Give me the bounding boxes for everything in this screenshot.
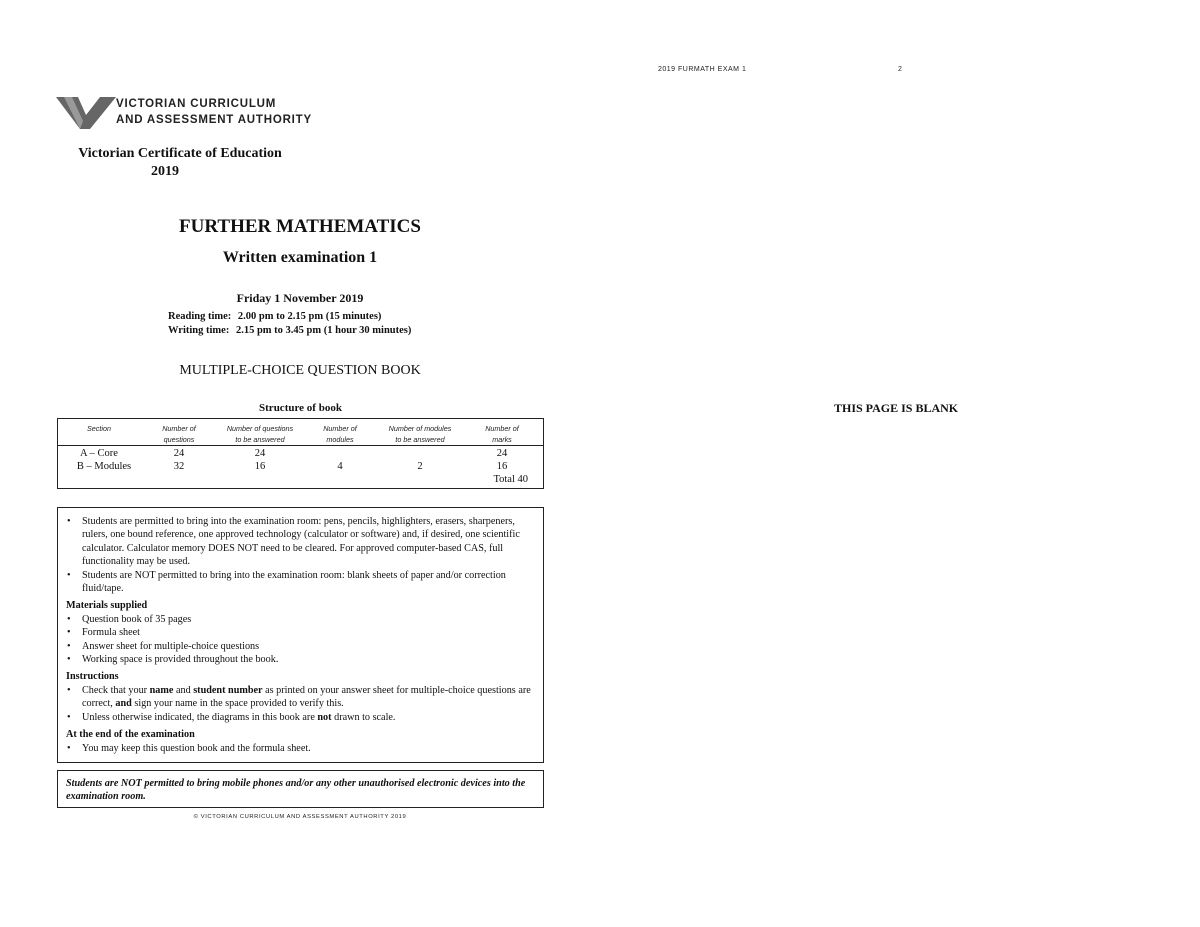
list-item: • Working space is provided throughout the book.: [67, 654, 279, 666]
book-type: MULTIPLE-CHOICE QUESTION BOOK: [179, 363, 421, 378]
list-item: • Question book of 35 pages: [67, 613, 192, 625]
table-cell: A – Core: [80, 448, 118, 459]
table-cell: 24: [496, 448, 508, 459]
table-header: Number of questions to be answered: [226, 424, 294, 444]
list-item: • Answer sheet for multiple-choice questions: [67, 640, 260, 652]
paper-title: Written examination 1: [222, 249, 378, 266]
structure-table: [57, 418, 544, 489]
instructions-heading: Instructions: [66, 671, 119, 683]
end-heading: At the end of the examination: [66, 729, 195, 741]
reading-time: [168, 311, 381, 322]
list-item: • You may keep this question book and the formula sheet.: [67, 742, 311, 754]
writing-time-label: Writing time:: [168, 325, 230, 336]
subject-title: FURTHER MATHEMATICS: [179, 216, 421, 237]
reading-time-label: Reading time:: [168, 311, 232, 322]
logo-line-1: VICTORIAN CURRICULUM: [116, 98, 277, 110]
table-header: Section: [87, 424, 111, 433]
table-cell: 24: [254, 448, 266, 459]
instructions-box: [57, 507, 544, 763]
list-item: • Check that your name and student number as printed on your answer sheet for multiple-choice questions are correct, and sign your name in the space provided to verify this.: [67, 684, 531, 710]
writing-time: [168, 325, 411, 336]
logo-line-2: AND ASSESSMENT AUTHORITY: [116, 114, 312, 126]
running-header: 2019 FURMATH EXAM 1: [658, 66, 747, 73]
certificate-title: Victorian Certificate of Education: [78, 146, 282, 161]
vcaa-tick-icon: [56, 95, 116, 131]
table-cell: 16: [496, 461, 508, 472]
table-cell: 32: [173, 461, 185, 472]
vcaa-logo: [56, 95, 312, 131]
blank-page-note: THIS PAGE IS BLANK: [834, 401, 959, 415]
table-cell: 16: [254, 461, 266, 472]
list-item: • Students are NOT permitted to bring into the examination room: blank sheets of paper and/or correction fluid/tape.: [67, 569, 506, 595]
permitted-list: [66, 515, 536, 595]
table-cell: 24: [173, 448, 185, 459]
reading-time-value: 2.00 pm to 2.15 pm (15 minutes): [237, 311, 382, 322]
structure-title: Structure of book: [259, 402, 342, 414]
table-cell: 2: [417, 461, 423, 472]
materials-list: [66, 613, 536, 667]
list-item: • Students are permitted to bring into the examination room: pens, pencils, highlighters, erasers, sharpeners, rulers, one bound reference, one approved technology (calculator or software) and, if desired, one scientific calculator. Calculator memory DOES NOT need to be cleared. For approved computer-based CAS, full functionality may be used.: [67, 516, 520, 568]
table-header: Number of modules to be answered: [388, 424, 452, 444]
copyright: © VICTORIAN CURRICULUM AND ASSESSMENT AUTHORITY 2019: [193, 814, 407, 820]
writing-time-value: 2.15 pm to 3.45 pm (1 hour 30 minutes): [235, 325, 412, 336]
table-header: Number of questions: [162, 424, 196, 444]
table-header: Number of modules: [323, 424, 357, 444]
exam-date: Friday 1 November 2019: [236, 291, 364, 305]
list-item: • Formula sheet: [67, 627, 141, 639]
page-number: 2: [898, 66, 902, 73]
table-cell: B – Modules: [76, 461, 132, 472]
materials-heading: Materials supplied: [66, 600, 148, 612]
warning-text: Students are NOT permitted to bring mobile phones and/or any other unauthorised electronic devices into the examination room.: [66, 778, 526, 803]
instructions-list: [66, 684, 536, 724]
end-list: [66, 742, 536, 755]
list-item: • Unless otherwise indicated, the diagrams in this book are not drawn to scale.: [67, 711, 396, 723]
table-cell: 4: [337, 461, 343, 472]
table-total: Total 40: [493, 474, 528, 485]
table-header: Number of marks: [485, 424, 519, 444]
warning-box: [57, 770, 544, 808]
certificate-year: 2019: [151, 164, 179, 179]
